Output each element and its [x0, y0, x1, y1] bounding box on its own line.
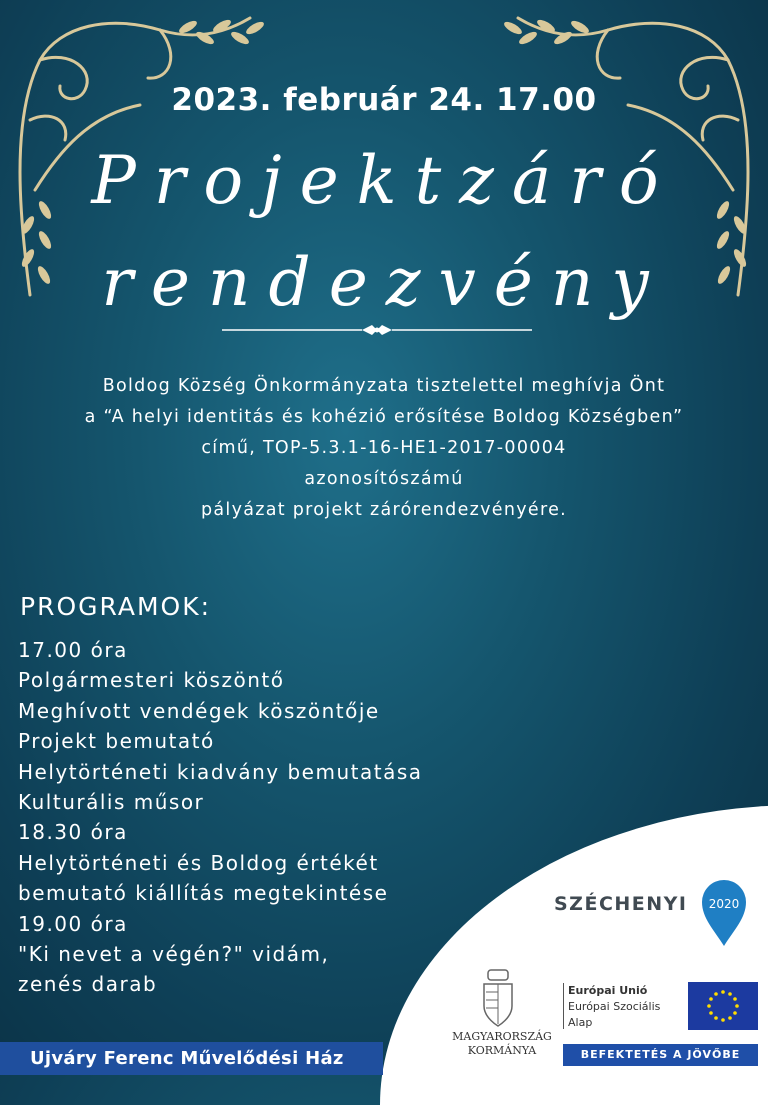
eu-line-2: Európai Szociális: [568, 1000, 661, 1013]
program-item: 19.00 óra: [18, 911, 128, 936]
title-line-2: rendezvény: [101, 244, 667, 321]
eu-line-1: Európai Unió: [568, 984, 648, 997]
program-item: Kulturális műsor: [18, 790, 205, 815]
event-date: 2023. február 24. 17.00: [171, 82, 597, 118]
program-item: Polgármesteri köszöntő: [18, 668, 285, 693]
program-item: 18.30 óra: [18, 820, 128, 845]
program-item: Meghívott vendégek köszöntője: [18, 698, 380, 723]
intro-line: Boldog Község Önkormányzata tisztelettel meghívja Önt: [102, 376, 666, 396]
invest-banner: BEFEKTETÉS A JÖVŐBE: [563, 1044, 758, 1066]
program-item: 17.00 óra: [18, 638, 128, 662]
venue-bar: Ujváry Ferenc Művelődési Ház: [0, 1042, 383, 1075]
eu-logo-text: [568, 983, 660, 1031]
location-pin-icon: [700, 878, 748, 948]
gov-line-2: KORMÁNYA: [467, 1044, 537, 1057]
eu-divider: [563, 983, 564, 1029]
intro-line: pályázat projekt zárórendezvényére.: [200, 500, 568, 520]
program-item: Helytörténeti és Boldog értékét: [18, 850, 379, 875]
invitation-text: [0, 371, 768, 526]
szechenyi-logo-text: SZÉCHENYI: [554, 893, 688, 915]
title-line-1: Projektzáró: [91, 142, 677, 219]
eu-flag-icon: [688, 982, 758, 1030]
program-item: "Ki nevet a végén?" vidám,: [18, 942, 330, 967]
intro-line: című, TOP-5.3.1-16-HE1-2017-00004: [201, 438, 567, 458]
government-logo-text: [452, 1030, 552, 1058]
szechenyi-year: 2020: [708, 897, 740, 911]
intro-line: a “A helyi identitás és kohézió erősítése Boldog Községben”: [84, 407, 684, 427]
program-list: [18, 635, 423, 1000]
intro-line: azonosítószámú: [304, 469, 464, 489]
program-item: Projekt bemutató: [18, 729, 215, 754]
program-item: zenés darab: [18, 972, 158, 997]
eu-line-3: Alap: [568, 1016, 593, 1029]
gov-line-1: MAGYARORSZÁG: [452, 1030, 552, 1043]
hungarian-crest-icon: [478, 968, 518, 1030]
program-item: Helytörténeti kiadvány bemutatása: [18, 759, 423, 784]
program-item: bemutató kiállítás megtekintése: [18, 881, 389, 906]
program-heading: PROGRAMOK:: [20, 592, 212, 621]
ornamental-divider: [222, 323, 532, 337]
